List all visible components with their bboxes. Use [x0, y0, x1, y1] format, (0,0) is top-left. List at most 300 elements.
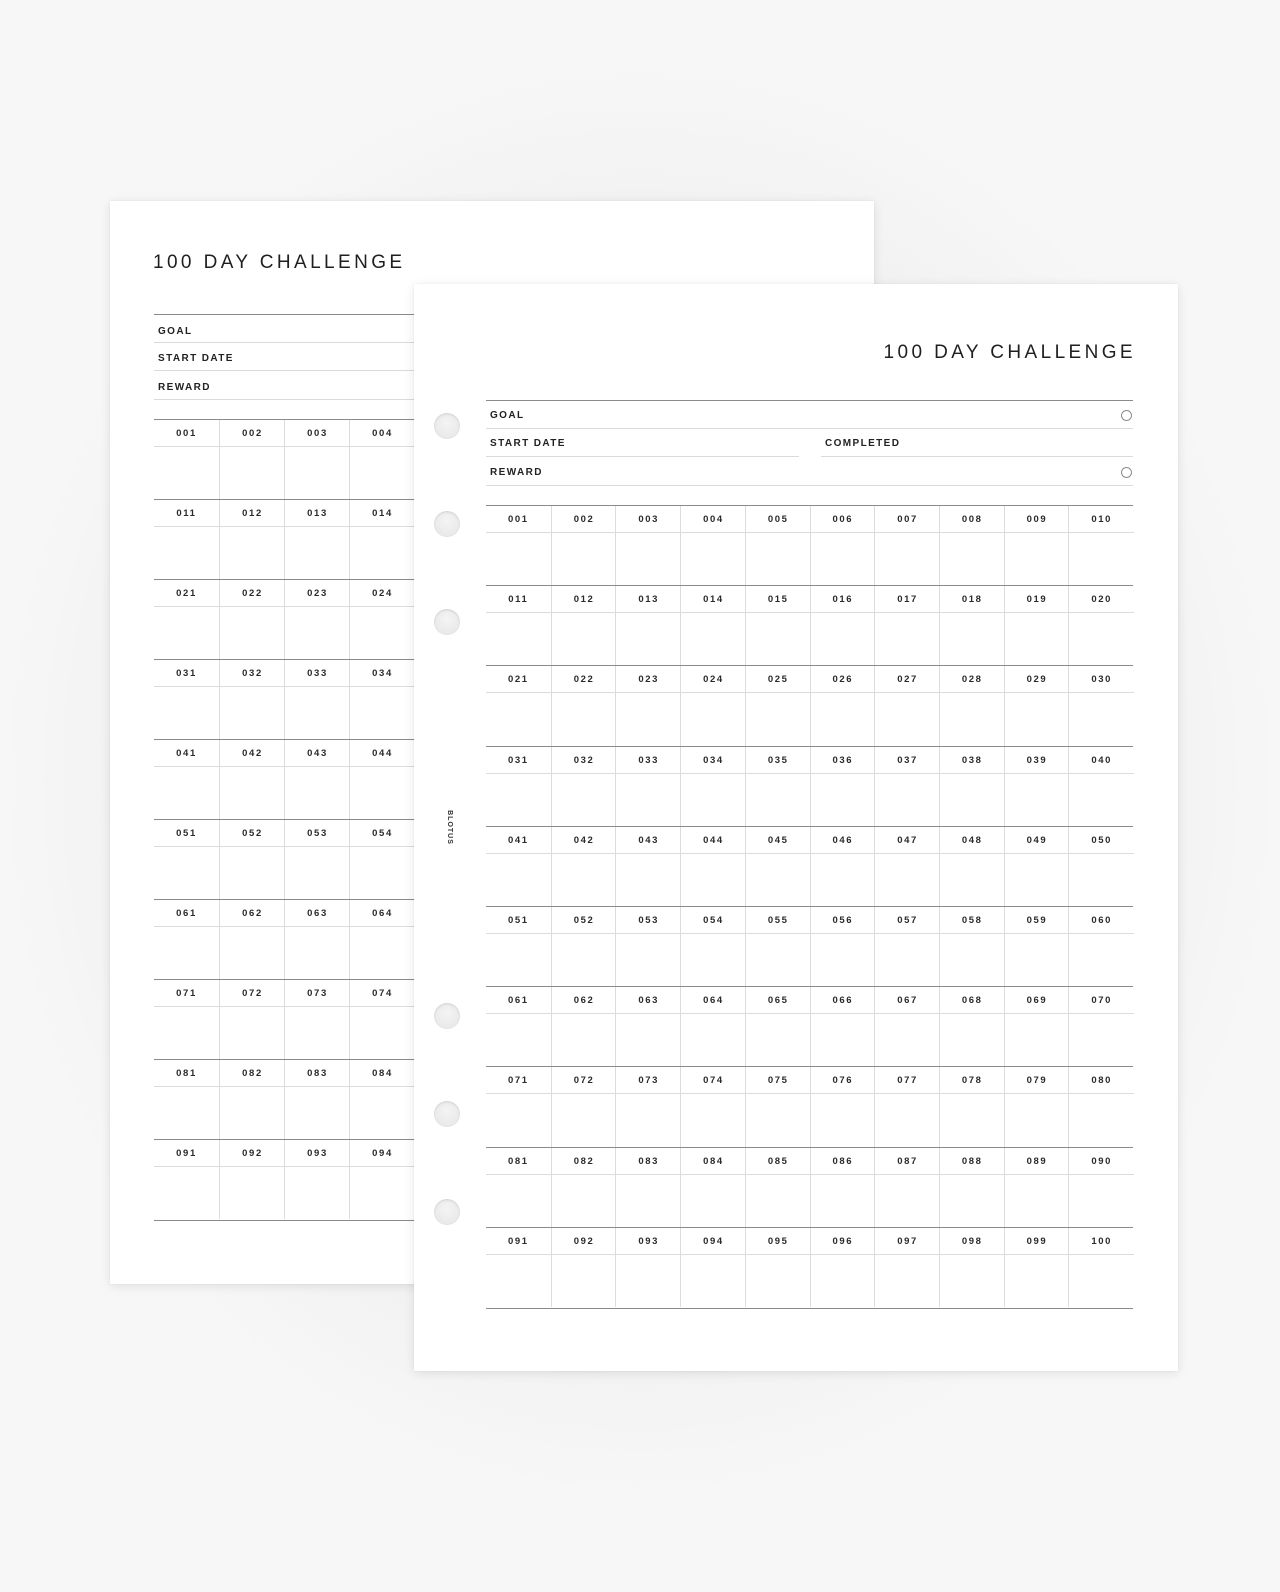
day-number: 091 — [176, 1148, 197, 1159]
day-cell[interactable] — [1004, 747, 1070, 826]
day-number: 064 — [372, 908, 393, 919]
cell-divider — [154, 686, 219, 687]
day-cell[interactable] — [284, 580, 350, 659]
day-cell[interactable] — [1068, 586, 1134, 665]
day-cell[interactable] — [810, 907, 876, 986]
day-cell[interactable] — [615, 827, 681, 906]
day-cell[interactable] — [1004, 1067, 1070, 1146]
day-cell[interactable] — [1004, 827, 1070, 906]
grid-row — [486, 1228, 1133, 1307]
day-cell[interactable] — [284, 1060, 350, 1139]
day-cell[interactable] — [939, 747, 1005, 826]
day-cell[interactable] — [615, 747, 681, 826]
grid-row — [486, 907, 1133, 987]
cell-divider — [1069, 853, 1134, 854]
day-cell[interactable] — [154, 820, 219, 899]
day-cell[interactable] — [284, 420, 350, 499]
cell-divider — [350, 526, 415, 527]
day-number: 070 — [1091, 995, 1112, 1007]
day-cell[interactable] — [219, 980, 285, 1059]
cell-divider — [746, 1174, 811, 1175]
cell-divider — [486, 692, 551, 693]
day-number: 031 — [508, 754, 529, 766]
day-number: 072 — [573, 1075, 595, 1087]
day-cell[interactable] — [874, 1067, 940, 1146]
day-cell[interactable] — [874, 506, 940, 585]
day-number: 047 — [897, 834, 918, 846]
cell-divider — [220, 926, 285, 927]
day-cell[interactable] — [486, 827, 551, 906]
day-cell[interactable] — [939, 1067, 1005, 1146]
cell-divider — [681, 853, 746, 854]
day-cell[interactable] — [486, 586, 551, 665]
cell-divider — [220, 846, 285, 847]
day-cell[interactable] — [1068, 1228, 1134, 1307]
day-cell[interactable] — [680, 1148, 746, 1227]
day-cell[interactable] — [551, 907, 617, 986]
cell-divider — [811, 1093, 876, 1094]
cell-divider — [616, 853, 681, 854]
day-number: 074 — [372, 988, 393, 999]
cell-divider — [285, 526, 350, 527]
day-cell[interactable] — [219, 1140, 285, 1219]
day-number: 001 — [508, 514, 529, 525]
day-number: 099 — [1026, 1235, 1048, 1247]
day-number: 073 — [307, 988, 328, 999]
day-number: 041 — [176, 748, 197, 759]
day-number: 032 — [573, 754, 595, 766]
cell-divider — [154, 606, 219, 607]
day-cell[interactable] — [154, 660, 219, 739]
day-number: 005 — [767, 514, 789, 525]
reward-checkbox[interactable] — [1121, 467, 1132, 478]
goal-checkbox[interactable] — [1121, 410, 1132, 421]
day-number: 034 — [372, 668, 393, 679]
cell-divider — [350, 766, 415, 767]
day-cell[interactable] — [745, 1228, 811, 1307]
day-cell[interactable] — [874, 666, 940, 745]
day-number: 040 — [1091, 754, 1112, 766]
day-cell[interactable] — [615, 506, 681, 585]
day-cell[interactable] — [615, 586, 681, 665]
day-number: 041 — [508, 834, 529, 846]
day-cell[interactable] — [939, 666, 1005, 745]
day-cell[interactable] — [1004, 987, 1070, 1066]
day-cell[interactable] — [939, 586, 1005, 665]
cell-divider — [220, 766, 285, 767]
day-cell[interactable] — [680, 987, 746, 1066]
day-number: 098 — [961, 1235, 983, 1247]
day-number: 015 — [767, 594, 789, 606]
day-cell[interactable] — [874, 907, 940, 986]
day-number: 011 — [508, 594, 529, 606]
binder-hole — [434, 511, 460, 537]
cell-divider — [616, 1174, 681, 1175]
day-cell[interactable] — [486, 506, 551, 585]
day-cell[interactable] — [615, 1228, 681, 1307]
day-cell[interactable] — [551, 747, 617, 826]
day-cell[interactable] — [154, 500, 219, 579]
day-cell[interactable] — [284, 740, 350, 819]
cell-divider — [746, 1013, 811, 1014]
day-number: 006 — [832, 514, 854, 525]
grid-row — [486, 827, 1133, 907]
brand-mark: BLOTUS — [445, 810, 453, 845]
day-cell[interactable] — [486, 1148, 551, 1227]
day-cell[interactable] — [154, 900, 219, 979]
day-number: 042 — [573, 834, 595, 846]
day-number: 024 — [703, 674, 724, 686]
cell-divider — [1069, 692, 1134, 693]
cell-divider — [1069, 1093, 1134, 1094]
cell-divider — [552, 933, 617, 934]
day-number: 045 — [767, 834, 789, 846]
cell-divider — [486, 1174, 551, 1175]
day-number: 025 — [767, 674, 789, 686]
day-cell[interactable] — [349, 900, 415, 979]
day-cell[interactable] — [551, 1148, 617, 1227]
cell-divider — [811, 1013, 876, 1014]
day-number: 039 — [1026, 754, 1048, 766]
day-cell[interactable] — [219, 740, 285, 819]
day-cell[interactable] — [486, 1067, 551, 1146]
day-cell[interactable] — [1004, 666, 1070, 745]
cell-divider — [1069, 612, 1134, 613]
day-cell[interactable] — [349, 820, 415, 899]
day-cell[interactable] — [349, 420, 415, 499]
cell-divider — [940, 532, 1005, 533]
cell-divider — [154, 926, 219, 927]
day-cell[interactable] — [680, 1067, 746, 1146]
day-cell[interactable] — [349, 1140, 415, 1219]
day-cell[interactable] — [219, 500, 285, 579]
day-cell[interactable] — [874, 586, 940, 665]
cell-divider — [875, 773, 940, 774]
day-cell[interactable] — [349, 660, 415, 739]
day-cell[interactable] — [810, 1067, 876, 1146]
cell-divider — [1005, 1093, 1070, 1094]
day-cell[interactable] — [810, 586, 876, 665]
day-cell[interactable] — [874, 987, 940, 1066]
day-number: 018 — [961, 594, 983, 606]
cell-divider — [154, 1006, 219, 1007]
day-cell[interactable] — [745, 907, 811, 986]
day-number: 057 — [897, 915, 918, 926]
day-cell[interactable] — [745, 666, 811, 745]
day-number: 064 — [703, 995, 724, 1007]
day-cell[interactable] — [219, 420, 285, 499]
day-number: 081 — [508, 1155, 529, 1167]
day-cell[interactable] — [284, 900, 350, 979]
day-number: 043 — [307, 748, 328, 759]
day-cell[interactable] — [874, 747, 940, 826]
cell-divider — [616, 933, 681, 934]
day-number: 044 — [703, 834, 724, 846]
day-number: 080 — [1091, 1075, 1112, 1087]
day-cell[interactable] — [349, 740, 415, 819]
cell-divider — [940, 1254, 1005, 1255]
day-number: 075 — [767, 1075, 789, 1087]
cell-divider — [681, 1174, 746, 1175]
day-number: 093 — [638, 1235, 660, 1247]
day-cell[interactable] — [939, 907, 1005, 986]
day-number: 092 — [573, 1235, 595, 1247]
day-cell[interactable] — [615, 907, 681, 986]
cell-divider — [681, 1254, 746, 1255]
day-cell[interactable] — [745, 1148, 811, 1227]
day-cell[interactable] — [745, 747, 811, 826]
day-number: 012 — [573, 594, 595, 606]
day-number: 008 — [961, 514, 983, 525]
day-cell[interactable] — [680, 506, 746, 585]
day-number: 072 — [242, 988, 263, 999]
day-cell[interactable] — [486, 987, 551, 1066]
day-cell[interactable] — [939, 1148, 1005, 1227]
cell-divider — [746, 612, 811, 613]
day-number: 004 — [703, 514, 724, 525]
day-number: 013 — [638, 594, 660, 606]
day-cell[interactable] — [680, 586, 746, 665]
day-number: 061 — [176, 908, 197, 919]
grid-row — [486, 987, 1133, 1067]
day-number: 083 — [638, 1155, 660, 1167]
day-cell[interactable] — [219, 580, 285, 659]
day-cell[interactable] — [1004, 907, 1070, 986]
day-cell[interactable] — [349, 500, 415, 579]
day-number: 044 — [372, 748, 393, 759]
day-cell[interactable] — [874, 827, 940, 906]
day-cell[interactable] — [615, 1148, 681, 1227]
day-number: 067 — [897, 995, 918, 1007]
day-number: 002 — [242, 428, 263, 439]
day-number: 009 — [1026, 514, 1048, 525]
day-cell[interactable] — [154, 1060, 219, 1139]
start-date-label: START DATE — [490, 438, 566, 449]
cell-divider — [811, 532, 876, 533]
cell-divider — [285, 926, 350, 927]
day-cell[interactable] — [810, 506, 876, 585]
day-number: 065 — [767, 995, 789, 1007]
day-cell[interactable] — [680, 1228, 746, 1307]
day-number: 081 — [176, 1068, 197, 1079]
cell-divider — [285, 846, 350, 847]
cell-divider — [220, 606, 285, 607]
day-cell[interactable] — [680, 666, 746, 745]
day-cell[interactable] — [810, 1228, 876, 1307]
day-cell[interactable] — [1068, 1148, 1134, 1227]
day-cell[interactable] — [284, 820, 350, 899]
day-cell[interactable] — [486, 1228, 551, 1307]
day-number: 010 — [1091, 514, 1112, 525]
day-number: 049 — [1026, 834, 1048, 846]
day-number: 030 — [1091, 674, 1112, 686]
day-cell[interactable] — [551, 1228, 617, 1307]
day-number: 029 — [1026, 674, 1048, 686]
day-cell[interactable] — [745, 586, 811, 665]
cell-divider — [746, 532, 811, 533]
day-number: 095 — [767, 1235, 789, 1247]
cell-divider — [811, 612, 876, 613]
day-cell[interactable] — [874, 1228, 940, 1307]
cell-divider — [1069, 1013, 1134, 1014]
cell-divider — [552, 1093, 617, 1094]
day-cell[interactable] — [284, 1140, 350, 1219]
day-number: 100 — [1091, 1235, 1112, 1247]
cell-divider — [552, 1174, 617, 1175]
day-cell[interactable] — [745, 987, 811, 1066]
grid-row — [486, 747, 1133, 827]
day-cell[interactable] — [284, 660, 350, 739]
day-cell[interactable] — [1004, 506, 1070, 585]
day-cell[interactable] — [810, 666, 876, 745]
cell-divider — [285, 606, 350, 607]
front-page — [414, 284, 1178, 1371]
day-cell[interactable] — [551, 1067, 617, 1146]
day-cell[interactable] — [615, 666, 681, 745]
day-number: 026 — [832, 674, 854, 686]
cell-divider — [811, 1174, 876, 1175]
cell-divider — [616, 532, 681, 533]
day-number: 017 — [897, 594, 918, 606]
cell-divider — [220, 686, 285, 687]
day-cell[interactable] — [939, 1228, 1005, 1307]
day-cell[interactable] — [680, 827, 746, 906]
cell-divider — [1005, 692, 1070, 693]
cell-divider — [350, 446, 415, 447]
day-cell[interactable] — [349, 1060, 415, 1139]
cell-divider — [875, 1254, 940, 1255]
day-cell[interactable] — [1068, 987, 1134, 1066]
cell-divider — [285, 1086, 350, 1087]
cell-divider — [681, 1013, 746, 1014]
day-number: 084 — [372, 1068, 393, 1079]
day-number: 001 — [176, 428, 197, 439]
grid-row — [486, 506, 1133, 586]
day-number: 042 — [242, 748, 263, 759]
day-cell[interactable] — [349, 580, 415, 659]
cell-divider — [350, 1006, 415, 1007]
day-cell[interactable] — [615, 1067, 681, 1146]
day-cell[interactable] — [551, 666, 617, 745]
day-number: 090 — [1091, 1155, 1112, 1167]
cell-divider — [681, 692, 746, 693]
day-cell[interactable] — [154, 980, 219, 1059]
day-cell[interactable] — [1068, 1067, 1134, 1146]
cell-divider — [811, 853, 876, 854]
day-cell[interactable] — [349, 980, 415, 1059]
day-number: 053 — [307, 828, 328, 839]
day-cell[interactable] — [551, 987, 617, 1066]
day-number: 052 — [573, 915, 595, 926]
day-number: 091 — [508, 1235, 529, 1247]
day-cell[interactable] — [219, 1060, 285, 1139]
cell-divider — [940, 933, 1005, 934]
day-cell[interactable] — [810, 747, 876, 826]
cell-divider — [681, 933, 746, 934]
day-cell[interactable] — [154, 420, 219, 499]
day-cell[interactable] — [1068, 666, 1134, 745]
day-cell[interactable] — [486, 907, 551, 986]
day-cell[interactable] — [1068, 506, 1134, 585]
day-number: 022 — [573, 674, 595, 686]
day-cell[interactable] — [745, 827, 811, 906]
day-number: 084 — [703, 1155, 724, 1167]
cell-divider — [1069, 532, 1134, 533]
cell-divider — [486, 612, 551, 613]
day-cell[interactable] — [154, 1140, 219, 1219]
day-cell[interactable] — [154, 740, 219, 819]
day-number: 082 — [573, 1155, 595, 1167]
day-number: 058 — [961, 915, 983, 926]
day-cell[interactable] — [219, 820, 285, 899]
cell-divider — [154, 526, 219, 527]
day-cell[interactable] — [680, 907, 746, 986]
binder-hole — [434, 1101, 460, 1127]
day-cell[interactable] — [219, 660, 285, 739]
day-number: 060 — [1091, 915, 1112, 926]
day-number: 023 — [307, 588, 328, 599]
day-cell[interactable] — [745, 506, 811, 585]
day-number: 016 — [832, 594, 854, 606]
cell-divider — [486, 853, 551, 854]
cell-divider — [1005, 773, 1070, 774]
day-cell[interactable] — [551, 827, 617, 906]
day-number: 035 — [767, 754, 789, 766]
cell-divider — [616, 1013, 681, 1014]
reward-line — [486, 485, 1133, 486]
cell-divider — [811, 692, 876, 693]
day-number: 054 — [372, 828, 393, 839]
day-cell[interactable] — [551, 586, 617, 665]
completed-label: COMPLETED — [825, 438, 901, 449]
day-cell[interactable] — [1068, 827, 1134, 906]
day-cell[interactable] — [551, 506, 617, 585]
day-number: 089 — [1026, 1155, 1048, 1167]
day-cell[interactable] — [874, 1148, 940, 1227]
day-cell[interactable] — [1004, 1228, 1070, 1307]
cell-divider — [350, 1166, 415, 1167]
day-cell[interactable] — [939, 506, 1005, 585]
day-cell[interactable] — [939, 987, 1005, 1066]
day-cell[interactable] — [745, 1067, 811, 1146]
day-cell[interactable] — [1004, 586, 1070, 665]
day-cell[interactable] — [680, 747, 746, 826]
day-cell[interactable] — [810, 987, 876, 1066]
day-cell[interactable] — [1068, 747, 1134, 826]
day-cell[interactable] — [284, 980, 350, 1059]
day-cell[interactable] — [486, 747, 551, 826]
day-cell[interactable] — [810, 827, 876, 906]
day-cell[interactable] — [486, 666, 551, 745]
day-number: 077 — [897, 1075, 918, 1087]
day-cell[interactable] — [1004, 1148, 1070, 1227]
day-number: 046 — [832, 834, 854, 846]
cell-divider — [1005, 1013, 1070, 1014]
day-cell[interactable] — [615, 987, 681, 1066]
day-number: 013 — [307, 508, 328, 519]
day-number: 074 — [703, 1075, 724, 1087]
day-cell[interactable] — [154, 580, 219, 659]
day-number: 036 — [832, 754, 854, 766]
day-number: 033 — [307, 668, 328, 679]
day-cell[interactable] — [284, 500, 350, 579]
day-cell[interactable] — [219, 900, 285, 979]
cell-divider — [875, 1093, 940, 1094]
day-cell[interactable] — [1068, 907, 1134, 986]
cell-divider — [285, 446, 350, 447]
day-cell[interactable] — [939, 827, 1005, 906]
day-cell[interactable] — [810, 1148, 876, 1227]
